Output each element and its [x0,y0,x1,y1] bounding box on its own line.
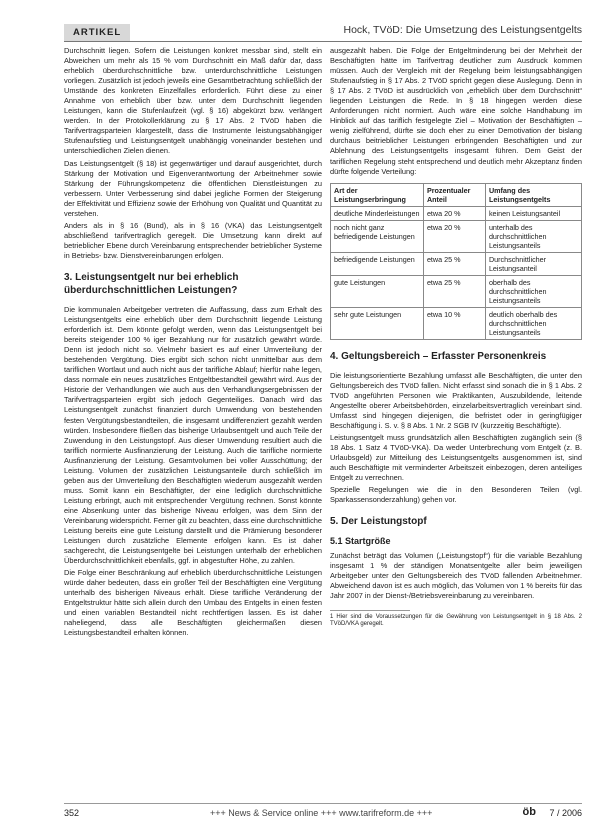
table-cell: etwa 25 % [423,252,485,275]
paragraph: Leistungsentgelt muss grundsätzlich allen Beschäftigten zugänglich sein (§ 18 Abs. 1 Satz 4 TVöD-VKA). Da weder Unterbrechung vom Entgelt (z. B. Urlaubsgeld) zur Mitteilung des Leistungsentgelts ausgenommen ist, sind auch Beschäftigte mit verminderter Arbeitszeit einbezogen, deren anteiliges Entgelt zu verrechnen. [330,432,582,483]
section-heading-3: 3. Leistungsentgelt nur bei erheblich überdurchschnittlichen Leistungen? [64,271,239,296]
paragraph: ausgezahlt haben. Die Folge der Entgeltminderung bei der Mehrheit der Beschäftigten hätte im Tarifvertrag deutlicher zum Ausdruck kommen müssen. Auch der Vergleich mit der Regelung beim leistungsabhängigen Stufenaufstieg in § 17 Abs. 2 TVöD spricht gegen diese Auslegung. Denn in § 17 Abs. 2 TVöD ist ausdrücklich von „erheblich über dem Durchschnitt“ liegenden Leistungen die Rede. In § 18 hingegen werden diese Anforderungen nicht normiert. Auch wäre eine solche Handhabung im Hinblick auf das tariflich festgelegte Ziel – Motivation der Beschäftigten – wenig zielführend, dürfte sie doch eher zu einer Demotivation der bislang durchaus beitrieblicher Leistungen erbringenden Beschäftigten und zur Ablehnung des Leistungsentgelts insgesamt führen. Dem Geist der tariflichen Regelung steht entsprechend und deutlich mehr Akzeptanz finden dürfte folgende Verteilung: [330,46,582,176]
table-cell: noch nicht ganz befriedigende Leistungen [331,220,424,252]
table-cell: etwa 20 % [423,220,485,252]
table-header-cell: Prozentualer Anteil [423,183,485,206]
table-row [331,206,582,220]
page-number: 352 [64,808,80,818]
table-row [331,275,582,307]
paragraph: Zunächst beträgt das Volumen („Leistungstopf“) für die variable Bezahlung insgesamt 1 % der ständigen Monatsentgelte aller beim jeweiligen Arbeitgeber unter den Geltungsbereich des TVöD fallenden Arbeitnehmer. Abweichend davon ist es auch möglich, das Volumen von 1 % bereits für das Jahr 2007 in der Dienst-/Betriebsvereinbarung zu vereinbaren. [330,551,582,601]
section-heading-4: 4. Geltungsbereich – Erfasster Personenkreis [330,350,547,362]
footer-rule [64,803,582,804]
publication-logo: öb [522,806,536,818]
paragraph: Das Leistungsentgelt (§ 18) ist gegenwärtiger und darauf ausgerichtet, durch Stärkung der Motivation und Eigenverantwortung der Arbeitnehmer sowie Stärkung der Führungskompetenz die öffentlichen Dienstleistungen zu verbessern. Unter Verbesserung sind dabei jegliche Formen der Steigerung der Effektivität und Effizienz sowie der Erhöhung von Qualität und Quantität zu verstehen. [64,158,322,218]
distribution-table [330,183,582,340]
table-cell: etwa 10 % [423,307,485,339]
table-cell: deutlich oberhalb des durchschnittlichen Leistungsanteils [485,307,581,339]
table-header-cell: Umfang des Leistungsentgelts [485,183,581,206]
issue-number: 7 / 2006 [549,808,582,818]
table-cell: unterhalb des durchschnittlichen Leistungsanteils [485,220,581,252]
header-rule [64,41,582,42]
table-row [331,307,582,339]
table-cell: etwa 20 % [423,206,485,220]
paragraph: Die leistungsorientierte Bezahlung umfasst alle Beschäftigten, die unter den Geltungsbereich des TVöD fallen. Nicht erfasst sind sonach die in § 1 Abs. 2 TVöD angeführten Personen wie Praktikanten, Auszubildende, leitende Angestellte oberer Arbeitsbehörden, einzelarbeitsvertraglich vereinbart sind. Umfasst sind hingegen diejenigen, die befristet oder in geringfügiger Beschäftigung i. S. v. § 8 Abs. 1 Nr. 2 SGB IV (kurzzeitig Beschäftigte). [330,370,582,430]
subsection-heading-5-1: 5.1 Startgröße [330,536,391,547]
paragraph: Anders als in § 16 (Bund), als in § 16 (VKA) das Leistungsentgelt abschließend tarifvertraglich geregelt. Die Umsetzung kann direkt auf betrieblicher Ebene durch Vereinbarung entsprechender betrieblicher Systeme in Betriebs- bzw. Dienstvereinbarungen erfolgen. [64,220,322,260]
right-column [330,46,582,631]
table-cell: keinen Leistungsanteil [485,206,581,220]
table-cell: gute Leistungen [331,275,424,307]
section-tag: ARTIKEL [64,24,130,41]
section-heading-5: 5. Der Leistungstopf [330,516,427,528]
footnote-rule [330,610,410,611]
left-column [64,46,322,641]
table-row [331,252,582,275]
table-cell: etwa 25 % [423,275,485,307]
table-cell: oberhalb des durchschnittlichen Leistungsanteils [485,275,581,307]
table-cell: deutliche Minderleistungen [331,206,424,220]
paragraph: Spezielle Regelungen wie die in den Besonderen Teilen (vgl. Sparkassensonderzahlung) gehen vor. [330,485,582,505]
footnote: 1 Hier sind die Voraussetzungen für die Gewährung von Leistungsentgelt in § 18 Abs. 2 TVöD/VKA geregelt. [330,613,582,628]
running-header-title: Hock, TVöD: Die Umsetzung des Leistungsentgelts [343,24,582,36]
table-row [331,220,582,252]
footer-website-line: +++ News & Service online +++ www.tarifreform.de +++ [210,808,433,818]
table-cell: Durchschnittlicher Leistungsanteil [485,252,581,275]
paragraph: Die kommunalen Arbeitgeber vertreten die Auffassung, dass zum Erhalt des Leistungsentgelts eine erheblich über dem Durchschnitt liegende Leistung erforderlich ist. Dem könnte gefolgt werden, wenn das Leistungsentgelt bei bereits steigender 100 % iger Bezahlung nur für zusätzlich gewährt würde. Denn ist jedoch nicht so. Vielmehr basiert es auf einer Umverteilung der bestehenden Vergütung. Dies ergibt sich schon nicht unmittelbar aus dem tariflichen Wortlaut und auch nicht aus der tarifliche Ablauf; hierfür nahe legen, dass normale ein neues zusätzliches Entgeltbestandteil gewährt wird. Aus der Historie der Verhandlungen wie auch aus den Verhandlungsergebnissen der Tarifvertragsparteien ergibt sich jedoch Gegenteiliges. Danach wird das Leistungsentgelt zunächst finanziert durch Umwendung von bestehenden festen Vergütungsbestandteilen, die insgesamt undifferenziert gezahlt werden würden. Insbesondere fließen das bisherige Urlaubsentgelt und auch Teile der Zuwendung in den Leistungstopf. Aus dieser Umwendung resultiert auch die tariflich normierte Ausfinanzierung der Leistung. Auch die tarifliche normierte Ausfinanzierung der Leistung. Gesamtvolumen bei voller Ausschüttung; der Leistung. Volumen der zusätzlichen Leistungsanteile durch schließlich im geben aus der Umverteilung den Beschäftigten wiederum ausgezahlt werden muss. Somit kann ein Beschäftigter, der eine lediglich durchschnittliche Leistung erbringt, auch mit entsprechender Vergütung rechnen. Sonst könnte eine Absenkung unter das bisherige Niveau erfolgen, was dem Sinn der Vereinbarung widerspricht. Ferner gilt zu beachten, dass eine durchschnittliche Leistung bereits eine gute Leistung darstellt und die Prämierung besonderer Leistungen durch zusätzliche Elemente erfolgen kann. Es ist daher sachgerecht, die Leistungsentgelte bei Leistungen unterhalb der erheblichen Überdurchschnittlichkeit ebenfalls, ggf. in abgestufter Höhe, zu zahlen. [64,304,322,566]
table-cell: sehr gute Leistungen [331,307,424,339]
paragraph: Durchschnitt liegen. Sofern die Leistungen konkret messbar sind, stellt ein Abweichen um mehr als 15 % vom Durchschnitt ein Maß dafür dar, dass erheblich überdurchschnittliche bzw. unterdurchschnittliche Leistungen vorliegen. Zusätzlich ist jedoch jeweils eine Gesamtbetrachtung schließlich der Umstände des konkreten Einzelfalles erforderlich. Führt diese zu einer Annahme von erheblich über bzw. unter dem Durchschnitt liegenden Leistungen, kann die Stufenlaufzeit (vgl. § 16) abgekürzt bzw. verlängert werden. In der Protokollerklärung zu § 17 Abs. 2 TVöD haben die Tarifvertragsparteien klargestellt, dass die Instrumente leistungsabhängiger Stufenaufstieg und Leistungsentgelt unabhängig voneinander bestehen und unterschiedlichen Zielen dienen. [64,46,322,156]
table-header-row [331,183,582,206]
table-cell: befriedigende Leistungen [331,252,424,275]
paragraph: Die Folge einer Beschränkung auf erheblich überdurchschnittliche Leistungen würde daher bedeuten, dass ein großer Teil der Beschäftigten eine Vergütung unterhalb des bisherigen Niveaus erhält. Diese tarifliche Veränderung der Entgeltstruktur hätte sich allein durch den Umbau des Entgelts in einen festen und einen variablen Bestandteil nicht rechtfertigen lassen. Es ist daher naheliegend, dass alle Beschäftigten gleichermaßen diesen Leistungsbestandteil erhalten können. [64,568,322,638]
table-header-cell: Art der Leistungserbringung [331,183,424,206]
